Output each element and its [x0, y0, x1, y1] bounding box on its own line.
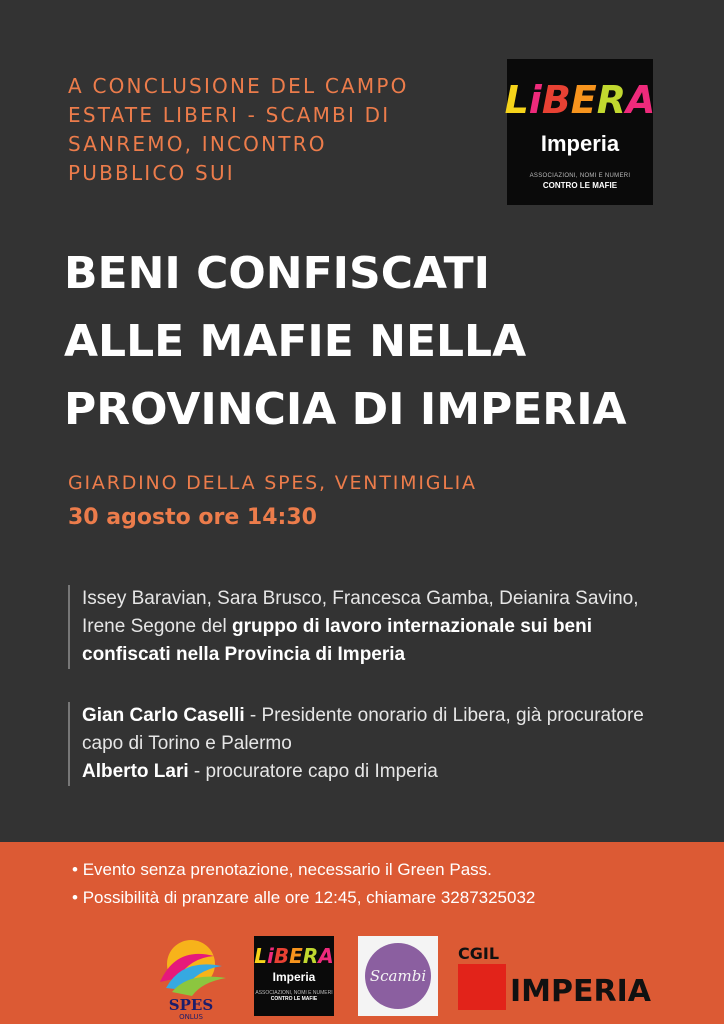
cgil-city-label: IMPERIA — [510, 974, 651, 1009]
participant-names: Issey Baravian, Sara Brusco, Francesca Gamba, Deianira Savino, Irene Segone — [82, 588, 639, 637]
intro-line: A CONCLUSIONE DEL CAMPO — [68, 74, 409, 98]
scambi-label: Scambi — [365, 943, 431, 1009]
title-line: BENI CONFISCATI — [64, 248, 491, 299]
libera-wordmark — [504, 73, 656, 122]
intro-line: SANREMO, INCONTRO — [68, 132, 327, 156]
event-notes — [72, 856, 535, 912]
wordmark-letter: E — [289, 944, 303, 968]
wordmark-letter: A — [626, 78, 656, 122]
logo-tagline-2-small: CONTRO LE MAFIE — [270, 996, 318, 1002]
libera-imperia-logo-small — [254, 936, 334, 1016]
cgil-label: CGIL — [458, 944, 500, 963]
speaker-role: - procuratore capo di Imperia — [193, 761, 438, 782]
note-item: • Possibilità di pranzare alle ore 12:45, chiamare 3287325032 — [72, 884, 535, 912]
wordmark-letter: L — [254, 944, 268, 968]
logo-tagline: ASSOCIAZIONI, NOMI E NUMERI — [529, 173, 631, 179]
wordmark-letter: L — [504, 78, 529, 122]
cgil-imperia-logo — [458, 944, 651, 1014]
wordmark-letter: i — [528, 78, 542, 122]
speaker-role: - Presidente onorario di Libera, già procuratore capo di Torino e Palermo — [82, 705, 644, 754]
speaker-item — [82, 702, 668, 758]
speaker-name: Alberto Lari — [82, 761, 189, 782]
wordmark-letter: B — [273, 944, 290, 968]
title-line: ALLE MAFIE NELLA — [64, 316, 527, 367]
intro-line: PUBBLICO SUI — [68, 161, 235, 185]
wordmark-letter: R — [596, 78, 627, 122]
libera-wordmark-small — [254, 944, 333, 968]
event-datetime: 30 agosto ore 14:30 — [68, 505, 317, 530]
libera-imperia-logo — [504, 59, 656, 205]
sponsor-logos — [0, 934, 724, 1024]
spes-sub-label: ONLUS — [179, 1013, 203, 1020]
spes-onlus-logo — [152, 938, 230, 1020]
participants-block — [68, 585, 678, 669]
participant-connector: del — [201, 616, 227, 637]
spes-label: SPES — [168, 996, 214, 1014]
event-location: GIARDINO DELLA SPES, VENTIMIGLIA — [68, 472, 477, 494]
intro-text — [68, 72, 468, 188]
speaker-item — [82, 758, 668, 786]
scambi-logo — [358, 936, 438, 1016]
title-line: PROVINCIA DI IMPERIA — [64, 384, 627, 435]
footer-band — [0, 842, 724, 1024]
wordmark-letter: R — [302, 944, 319, 968]
cgil-red-square — [458, 964, 506, 1010]
logo-tagline-2: CONTRO LE MAFIE — [542, 181, 618, 190]
speakers-block — [68, 702, 668, 786]
wordmark-letter: i — [267, 944, 274, 968]
event-title — [64, 240, 684, 444]
logo-tagline-small: ASSOCIAZIONI, NOMI E NUMERI — [255, 990, 333, 996]
wordmark-letter: B — [541, 78, 571, 122]
intro-line: ESTATE LIBERI - SCAMBI DI — [68, 103, 391, 127]
logo-city: Imperia — [540, 131, 620, 156]
logo-city-small: Imperia — [272, 970, 316, 984]
wordmark-letter: A — [318, 944, 334, 968]
wordmark-letter: E — [570, 78, 597, 122]
working-group: gruppo di lavoro internazionale sui beni confiscati nella Provincia di Imperia — [82, 616, 592, 665]
note-item: • Evento senza prenotazione, necessario il Green Pass. — [72, 856, 535, 884]
speaker-name: Gian Carlo Caselli — [82, 705, 245, 726]
